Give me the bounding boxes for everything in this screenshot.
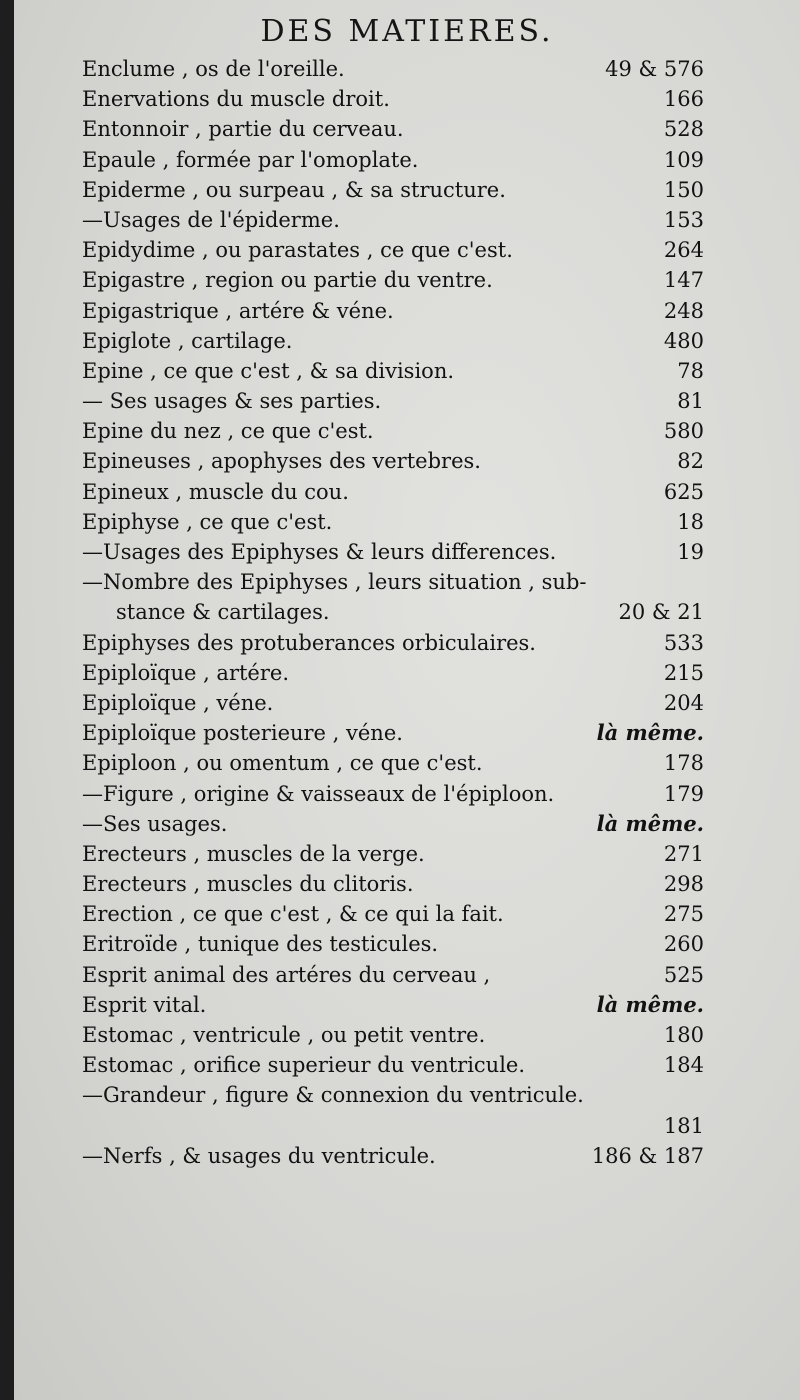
entry-text: —Nerfs , & usages du ventricule.: [82, 1143, 436, 1168]
entry-page-number: 18: [677, 509, 704, 534]
entry-text: —Usages des Epiphyses & leurs differences.: [82, 540, 557, 564]
index-entry: [82, 839, 704, 869]
entry-text: Epiploïque posterieure , véne.: [82, 721, 403, 746]
entry-page-number: 166: [663, 87, 704, 112]
entry-text: Epiglote , cartilage.: [82, 328, 293, 353]
entry-text: Epaule , formée par l'omoplate.: [82, 147, 419, 172]
index-entry: [82, 597, 704, 627]
entry-page-number: là même.: [596, 720, 704, 746]
index-entry: [82, 446, 704, 476]
entry-text: Erection , ce que c'est , & ce qui la fait.: [82, 902, 504, 927]
index-entry: [82, 145, 704, 175]
entry-text: Esprit animal des artéres du cerveau ,: [82, 962, 491, 987]
index-entry: [82, 537, 704, 567]
entry-page-number: 260: [663, 932, 704, 957]
index-entry: [82, 718, 704, 748]
entry-page-number: 298: [663, 872, 704, 897]
index-entry: [82, 809, 704, 839]
index-entry: [82, 1050, 704, 1080]
entry-page-number: 264: [663, 238, 704, 263]
entry-text: Epineuses , apophyses des vertebres.: [82, 449, 481, 474]
entry-text: — Ses usages & ses parties.: [82, 389, 382, 414]
entry-text: Epigastrique , artére & véne.: [82, 298, 394, 323]
entry-page-number: 20 & 21: [618, 600, 704, 625]
entry-page-number: 181: [663, 1113, 704, 1138]
entry-page-number: 179: [663, 781, 704, 806]
index-entry: [82, 960, 704, 990]
index-entry: [82, 114, 704, 144]
entry-text: Estomac , ventricule , ou petit ventre.: [82, 1023, 486, 1047]
entry-text: Epiploon , ou omentum , ce que c'est.: [82, 751, 483, 776]
entry-text: Epine , ce que c'est , & sa division.: [82, 358, 455, 383]
entry-text: —Nombre des Epiphyses , leurs situation , sub-: [82, 570, 587, 595]
entry-page-number: 180: [663, 1023, 704, 1047]
entry-page-number: 480: [663, 328, 704, 353]
entry-text: Epiploïque , artére.: [82, 660, 289, 685]
entry-text: Epineux , muscle du cou.: [82, 479, 349, 504]
index-entry: [82, 84, 704, 114]
entry-text: —Ses usages.: [82, 811, 228, 836]
entry-text: —Grandeur , figure & connexion du ventricule.: [82, 1083, 584, 1108]
entry-text: stance & cartilages.: [116, 600, 330, 625]
index-entry: [82, 929, 704, 959]
index-entry: [82, 628, 704, 658]
entry-text: Epidydime , ou parastates , ce que c'est.: [82, 238, 513, 263]
index-entry: [82, 356, 704, 386]
entry-page-number: 248: [663, 298, 704, 323]
entry-text: Eritroïde , tunique des testicules.: [82, 932, 439, 957]
book-page: [14, 0, 800, 1400]
index-entry: [82, 779, 704, 809]
entry-text: Enervations du muscle droit.: [82, 87, 390, 112]
index-entry: [82, 1141, 704, 1171]
entry-page-number: 178: [663, 751, 704, 776]
entry-text: Enclume , os de l'oreille.: [82, 57, 345, 81]
index-entry: [82, 869, 704, 899]
index-entries: [82, 54, 704, 1171]
entry-page-number: 186 & 187: [591, 1143, 704, 1168]
index-entry: [82, 265, 704, 295]
index-entry: [82, 1020, 704, 1050]
entry-page-number: 275: [663, 902, 704, 927]
index-entry: [82, 205, 704, 235]
entry-text: Estomac , orifice superieur du ventricule.: [82, 1053, 526, 1078]
index-entry: [82, 416, 704, 446]
entry-text: Entonnoir , partie du cerveau.: [82, 117, 404, 142]
entry-page-number: 109: [663, 147, 704, 172]
index-entry: [82, 899, 704, 929]
index-entry: [82, 175, 704, 205]
entry-text: Epiderme , ou surpeau , & sa structure.: [82, 177, 506, 202]
index-entry: [82, 567, 704, 597]
entry-page-number: 271: [663, 841, 704, 866]
entry-page-number: 81: [677, 389, 704, 414]
index-entry: [82, 54, 704, 84]
entry-text: Epigastre , region ou partie du ventre.: [82, 268, 493, 293]
index-entry: [82, 507, 704, 537]
entry-page-number: 82: [677, 449, 704, 474]
index-entry: [82, 688, 704, 718]
entry-text: Epiphyse , ce que c'est.: [82, 509, 333, 534]
entry-page-number: 19: [677, 540, 704, 564]
entry-page-number: là même.: [596, 991, 704, 1017]
entry-page-number: 150: [663, 177, 704, 202]
entry-text: Erecteurs , muscles du clitoris.: [82, 872, 414, 897]
index-entry: [82, 1111, 704, 1141]
entry-page-number: 147: [663, 268, 704, 293]
index-entry: [82, 1080, 704, 1110]
entry-text: —Usages de l'épiderme.: [82, 207, 340, 232]
entry-page-number: 215: [663, 660, 704, 685]
entry-page-number: 204: [663, 690, 704, 715]
index-entry: [82, 990, 704, 1020]
entry-page-number: 525: [663, 962, 704, 987]
entry-page-number: 528: [663, 117, 704, 142]
index-entry: [82, 658, 704, 688]
entry-text: Esprit vital.: [82, 992, 207, 1017]
entry-text: Epiploïque , véne.: [82, 690, 274, 715]
index-entry: [82, 326, 704, 356]
entry-text: Epiphyses des protuberances orbiculaires.: [82, 630, 536, 655]
index-entry: [82, 748, 704, 778]
index-entry: [82, 296, 704, 326]
entry-page-number: 184: [663, 1053, 704, 1078]
entry-page-number: 49 & 576: [605, 57, 704, 81]
entry-text: Erecteurs , muscles de la verge.: [82, 841, 425, 866]
entry-text: —Figure , origine & vaisseaux de l'épiploon.: [82, 781, 555, 806]
entry-page-number: 153: [663, 207, 704, 232]
entry-page-number: là même.: [596, 810, 704, 836]
index-entry: [82, 477, 704, 507]
entry-page-number: 625: [663, 479, 704, 504]
index-entry: [82, 235, 704, 265]
entry-page-number: 78: [677, 358, 704, 383]
entry-page-number: 533: [663, 630, 704, 655]
page-title: DES MATIERES.: [260, 14, 554, 49]
index-entry: [82, 386, 704, 416]
entry-page-number: 580: [663, 419, 704, 444]
entry-text: Epine du nez , ce que c'est.: [82, 419, 374, 444]
